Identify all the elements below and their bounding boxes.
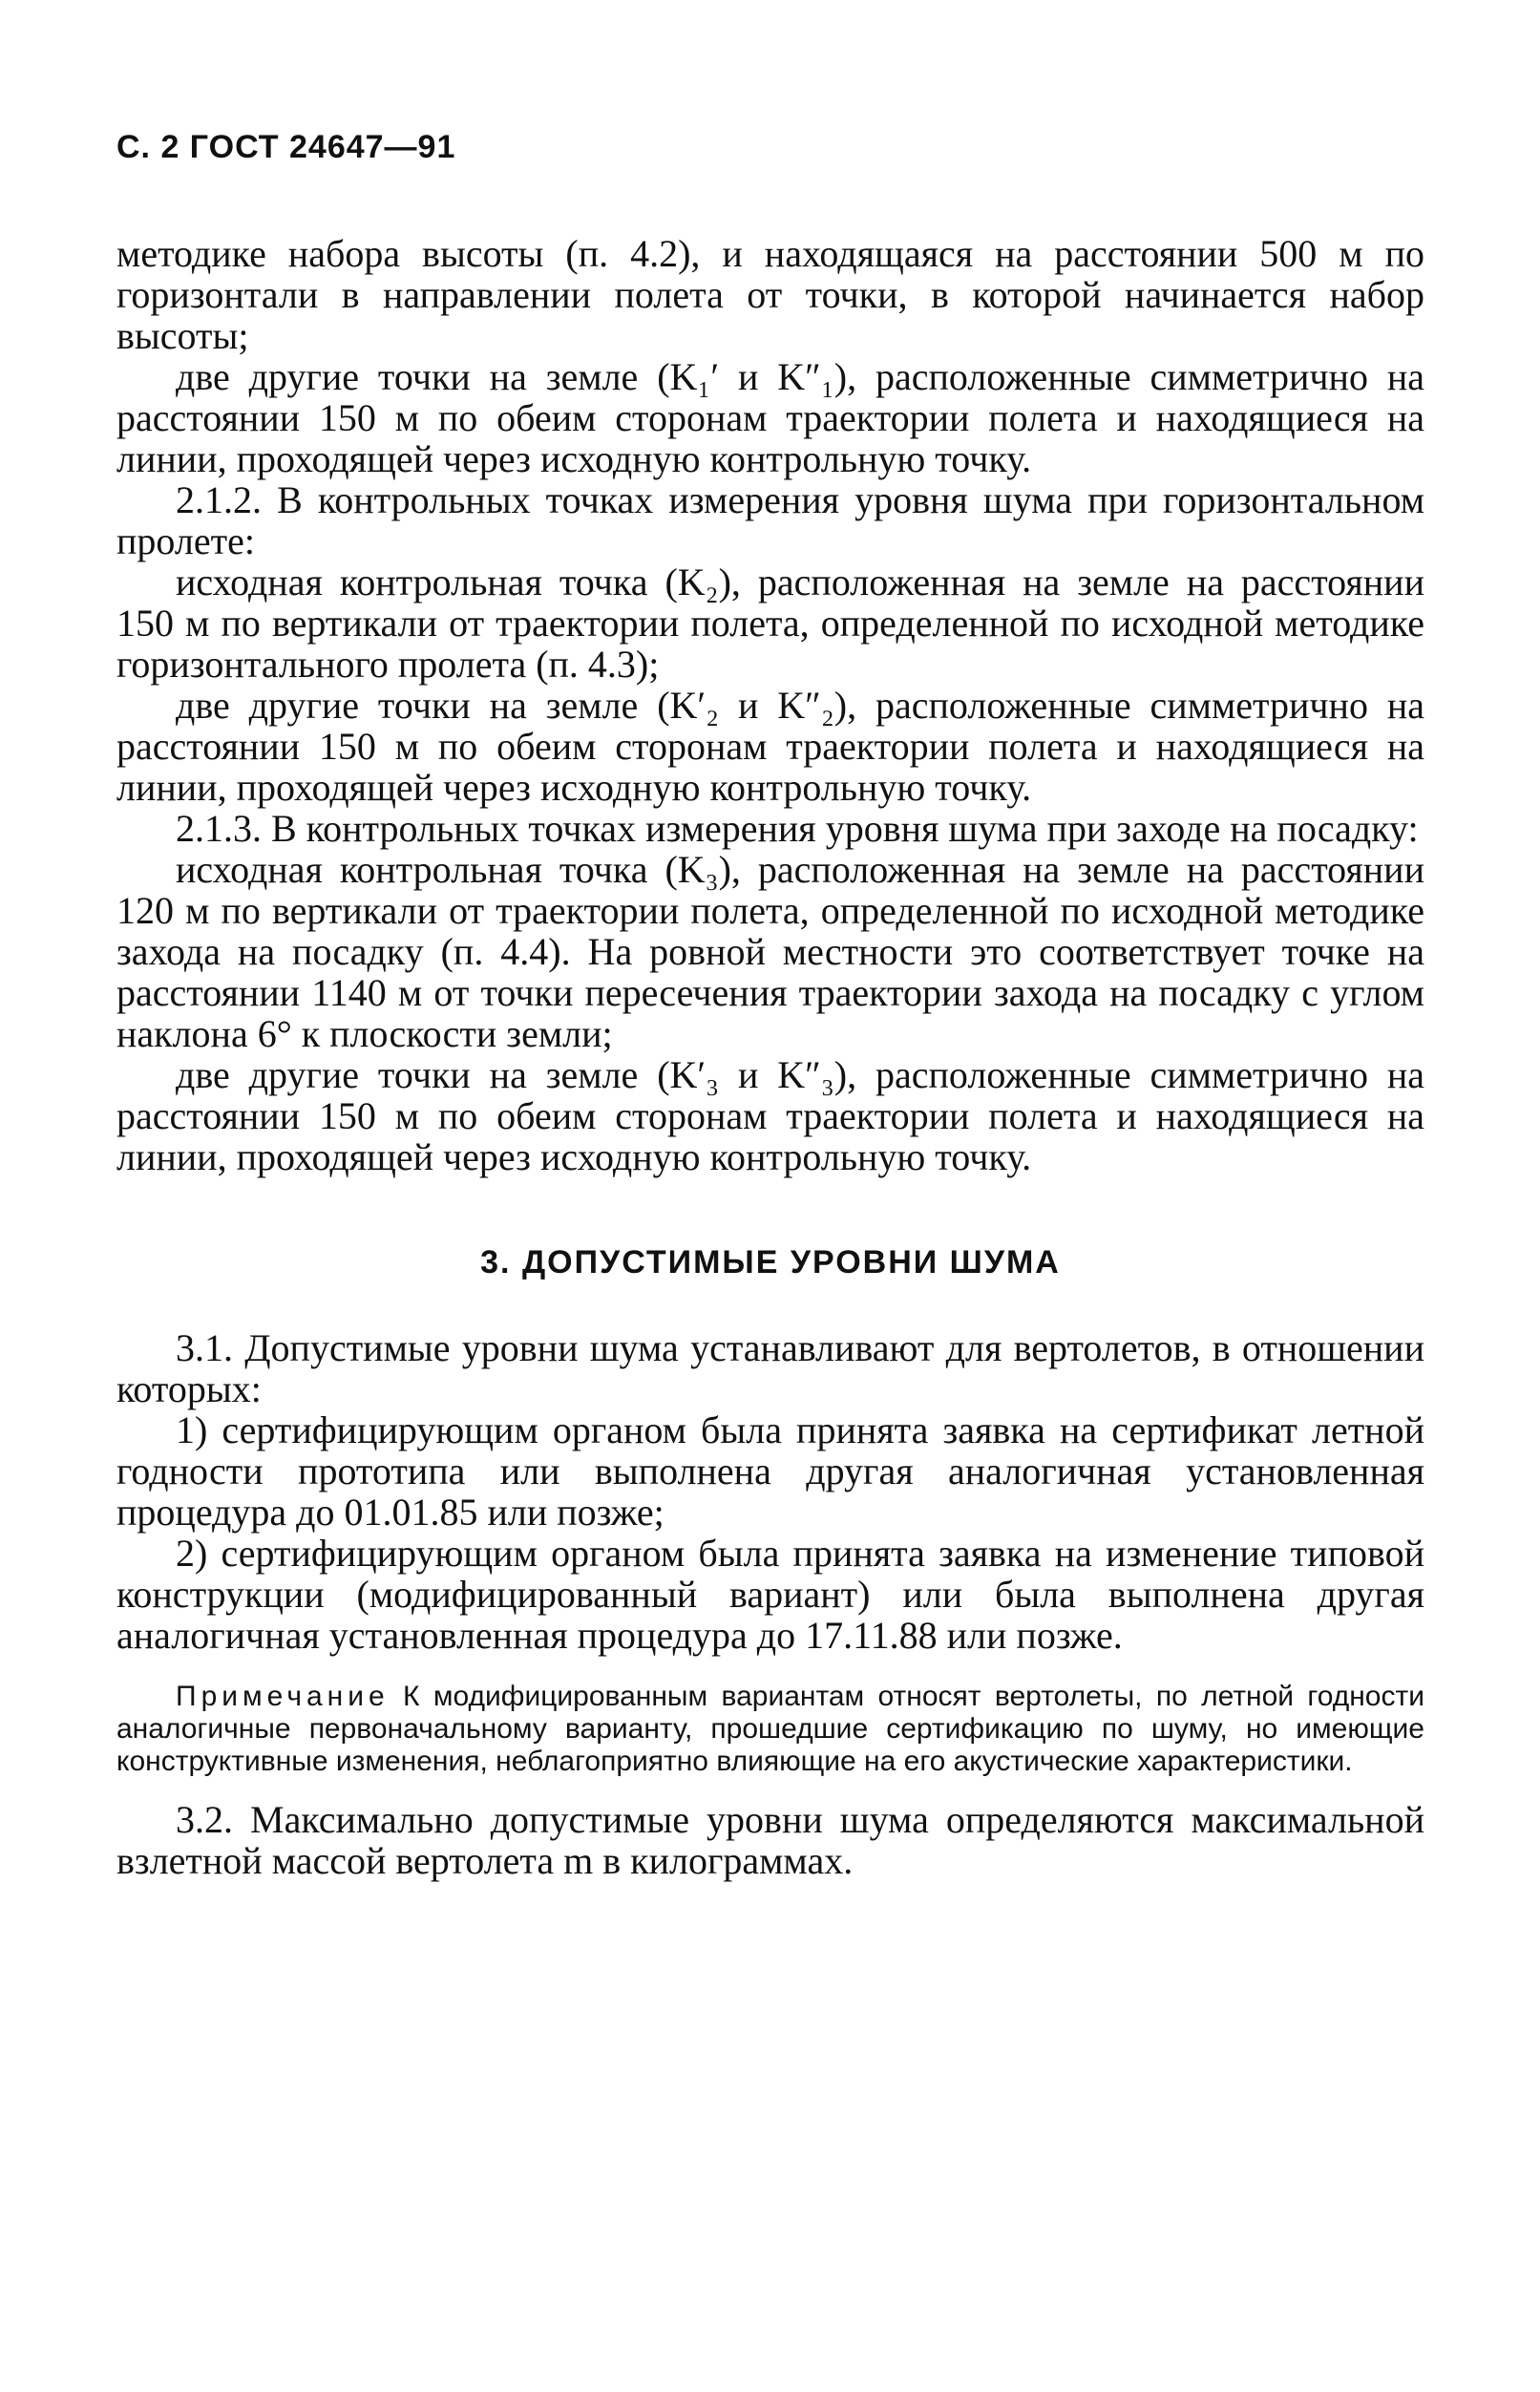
paragraph-k2-points: две другие точки на земле (K′₂ и K″₂), расположенные симметрично на расстоянии 150 м по обеим сторонам траектории полета и находящиеся на линии, проходящей через исходную контрольную точку. — [116, 684, 1424, 809]
paragraph-k2-point: исходная контрольная точка (K₂), расположенная на земле на расстоянии 150 м по вертикали от траектории полета, определенной по исходной методике горизонтального пролета (п. 4.3); — [116, 561, 1424, 686]
paragraph-k1-points: две другие точки на земле (K₁′ и K″₁), расположенные симметрично на расстоянии 150 м по обеим сторонам траектории полета и находящиеся на линии, проходящей через исходную контрольную точку. — [116, 355, 1424, 480]
paragraph-2-1-2: 2.1.2. В контрольных точках измерения уровня шума при горизонтальном пролете: — [116, 478, 1424, 562]
section-title: 3. ДОПУСТИМЫЕ УРОВНИ ШУМА — [480, 1244, 1061, 1281]
paragraph-2-1-3: 2.1.3. В контрольных точках измерения уровня шума при заходе на посадку: — [176, 807, 1419, 850]
section-body-2 — [116, 1799, 1424, 1881]
page-header: С. 2 ГОСТ 24647—91 — [116, 129, 456, 165]
paragraph-k3-points: две другие точки на земле (K′₃ и K″₃), расположенные симметрично на расстоянии 150 м по обеим сторонам траектории полета и находящиеся на линии, проходящей через исходную контрольную точку. — [116, 1053, 1424, 1178]
note — [116, 1681, 1424, 1778]
paragraph-3-1: 3.1. Допустимые уровни шума устанавливают для вертолетов, в отношении которых: — [116, 1326, 1424, 1410]
paragraph-continuation: методике набора высоты (п. 4.2), и находящаяся на расстоянии 500 м по горизонтали в направлении полета от точки, в которой начинается набор высоты; — [116, 232, 1424, 357]
paragraph-k3-point: исходная контрольная точка (K₃), расположенная на земле на расстоянии 120 м по вертикали от траектории полета, определенной по исходной методике захода на посадку (п. 4.4). На ровной местности это соответствует точке на расстоянии 1140 м от точки пересечения траектории захода на посадку с углом наклона 6° к плоскости земли; — [116, 848, 1424, 1055]
list-item-1: 1) сертифицирующим органом была принята заявка на сертификат летной годности прототипа или выполнена другая аналогичная установленная процедура до 01.01.85 или позже; — [116, 1408, 1424, 1534]
section-body — [116, 1327, 1424, 1656]
note-text: К модифицированным вариантам относят вертолеты, по летной годности аналогичные первоначальному варианту, прошедшие сертификацию по шуму, но имеющие конструктивные изменения, неблагоприятно влияющие на его акустические характеристики. — [116, 1681, 1424, 1777]
document-page — [116, 129, 1424, 1881]
note-label: Примечание — [176, 1681, 390, 1712]
body-text — [116, 233, 1424, 1177]
paragraph-3-2: 3.2. Максимально допустимые уровни шума определяются максимальной взлетной массой вертолета m в килограммах. — [116, 1798, 1424, 1882]
list-item-2: 2) сертифицирующим органом была принята заявка на изменение типовой конструкции (модифицированный вариант) или была выполнена другая аналогичная установленная процедура до 17.11.88 или позже. — [116, 1532, 1424, 1657]
